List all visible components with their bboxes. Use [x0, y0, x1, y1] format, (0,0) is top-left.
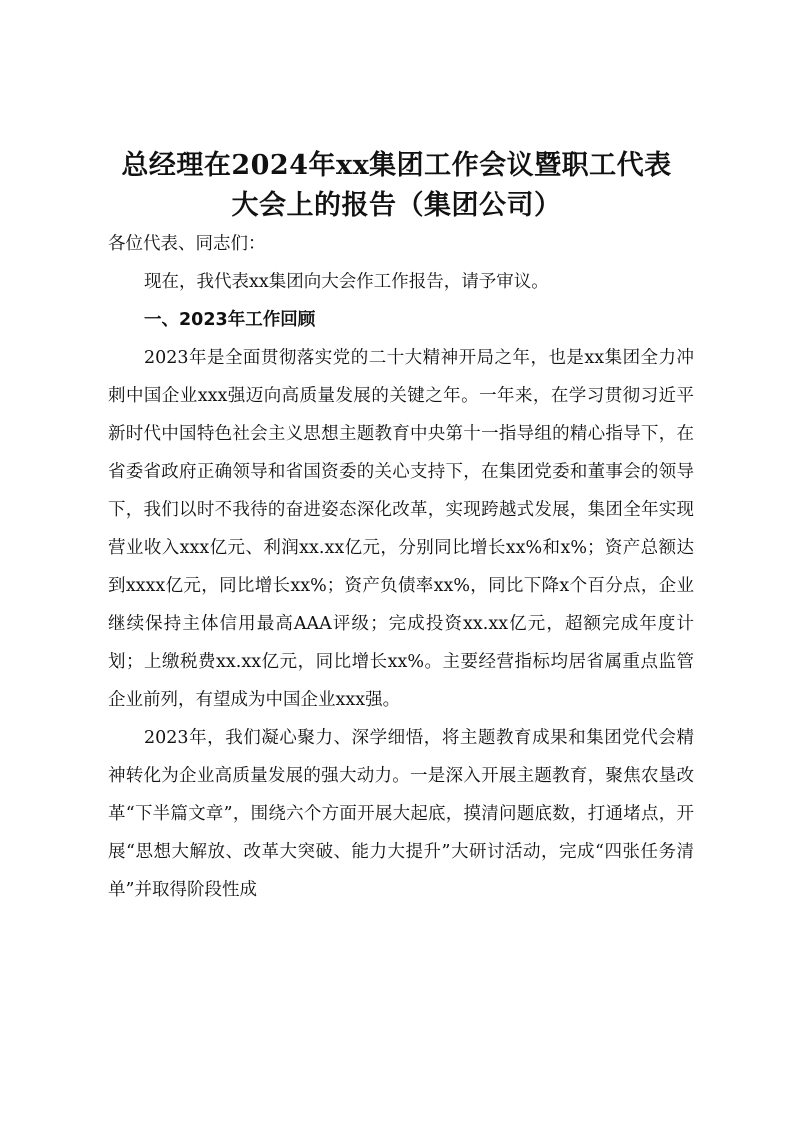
opening-paragraph: 现在，我代表xx集团向大会作工作报告，请予审议。: [144, 272, 549, 292]
title-line-2: 大会上的报告（集团公司）: [231, 190, 562, 221]
section-heading: 一、2023年工作回顾: [144, 310, 316, 330]
document-title: [60, 146, 733, 226]
body-paragraph: 2023年，我们凝心聚力、深学细悟，将主题教育成果和集团党代会精神转化为企业高质量发展的强大动力。一是深入开展主题教育，聚焦农垦改革“下半篇文章”，围绕六个方面开展大起底，摸清问题底数，打通堵点，开展“思想大解放、改革大突破、能力大提升”大研讨活动，完成“四张任务清单”并取得阶段性成: [108, 728, 694, 900]
document-body: [108, 225, 694, 909]
salutation: 各位代表、同志们：: [108, 234, 266, 254]
title-line-1: 总经理在2024年xx集团工作会议暨职工代表: [121, 150, 672, 181]
body-paragraph: 2023年是全面贯彻落实党的二十大精神开局之年，也是xx集团全力冲刺中国企业xxx强迈向高质量发展的关键之年。一年来，在学习贯彻习近平新时代中国特色社会主义思想主题教育中央第十一指导组的精心指导下，在省委省政府正确领导和省国资委的关心支持下，在集团党委和董事会的领导下，我们以时不我待的奋进姿态深化改革，实现跨越式发展，集团全年实现营业收入xxx亿元、利润xx.xx亿元，分别同比增长xx%和x%；资产总额达到xxxx亿元，同比增长xx%；资产负债率xx%，同比下降x个百分点，企业继续保持主体信用最高AAA评级；完成投资xx.xx亿元，超额完成年度计划；上缴税费xx.xx亿元，同比增长xx%。主要经营指标均居省属重点监管企业前列，有望成为中国企业xxx强。: [108, 348, 694, 710]
